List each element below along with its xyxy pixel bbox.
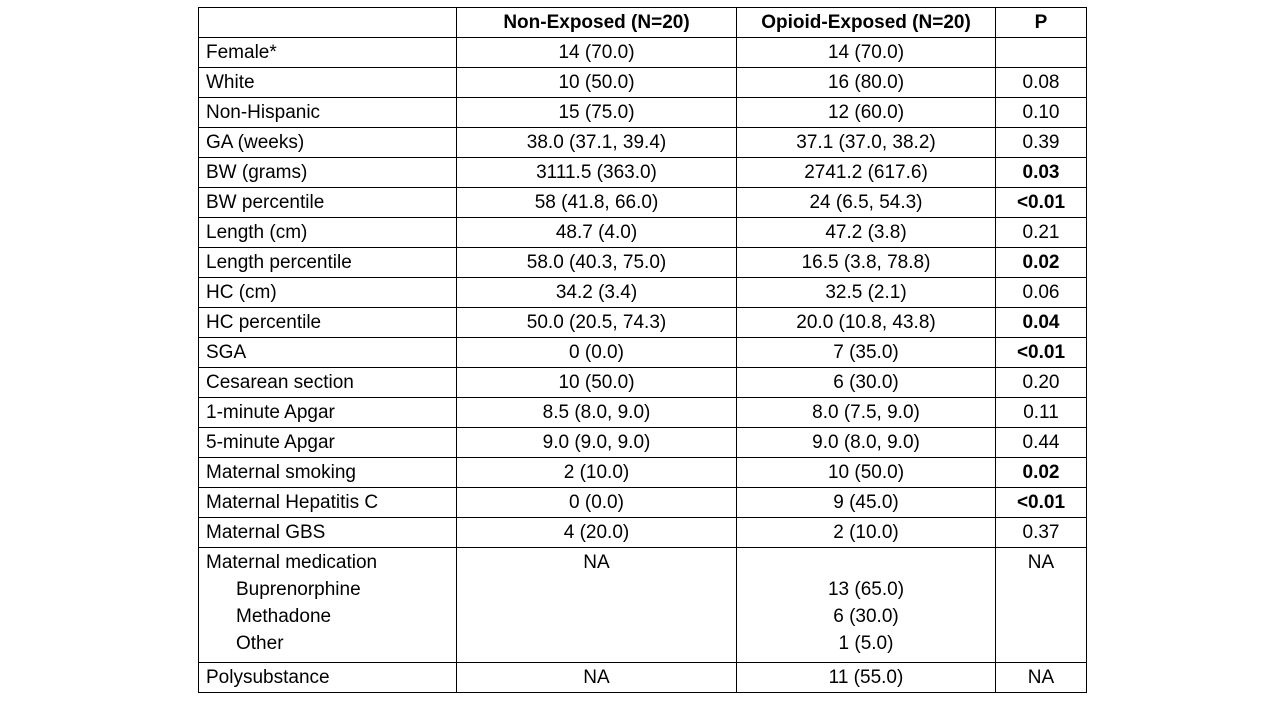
non-exposed-cell: NA (457, 548, 737, 663)
header-p-value: P (996, 8, 1087, 38)
opioid-exposed-cell: 32.5 (2.1) (737, 278, 996, 308)
row-label: Female* (199, 38, 457, 68)
p-value-cell: 0.20 (996, 368, 1087, 398)
row-label: BW percentile (199, 188, 457, 218)
p-value-cell: 0.04 (996, 308, 1087, 338)
row-label: Non-Hispanic (199, 98, 457, 128)
row-label: 1-minute Apgar (199, 398, 457, 428)
row-label: Maternal smoking (199, 458, 457, 488)
table-body (199, 38, 1087, 693)
p-value-cell: 0.39 (996, 128, 1087, 158)
opioid-exposed-cell: 10 (50.0) (737, 458, 996, 488)
row-label: Polysubstance (199, 663, 457, 693)
opioid-exposed-cell: 6 (30.0) (737, 368, 996, 398)
table-row (199, 38, 1087, 68)
table-row (199, 218, 1087, 248)
table-row (199, 368, 1087, 398)
opioid-exposed-cell: 47.2 (3.8) (737, 218, 996, 248)
sub-label-methadone: Methadone (236, 606, 332, 627)
non-exposed-cell: 4 (20.0) (457, 518, 737, 548)
row-label: Maternal GBS (199, 518, 457, 548)
opioid-exposed-cell: 16 (80.0) (737, 68, 996, 98)
opioid-exposed-cell: 20.0 (10.8, 43.8) (737, 308, 996, 338)
p-value-cell: <0.01 (996, 338, 1087, 368)
opioid-exposed-cell: 9.0 (8.0, 9.0) (737, 428, 996, 458)
sub-label-other: Other (236, 633, 284, 654)
opioid-exposed-cell (737, 548, 996, 663)
p-value-cell: 0.21 (996, 218, 1087, 248)
table-row (199, 308, 1087, 338)
table-row (199, 98, 1087, 128)
characteristics-table (198, 7, 1087, 693)
table-row (199, 428, 1087, 458)
p-value-cell: 0.02 (996, 248, 1087, 278)
opioid-exposed-cell: 2 (10.0) (737, 518, 996, 548)
non-exposed-cell: 9.0 (9.0, 9.0) (457, 428, 737, 458)
non-exposed-cell: 2 (10.0) (457, 458, 737, 488)
row-label: White (199, 68, 457, 98)
sub-label-buprenorphine: Buprenorphine (236, 579, 361, 600)
row-label: Maternal Hepatitis C (199, 488, 457, 518)
sub-value-buprenorphine: 13 (65.0) (827, 579, 905, 600)
row-label: HC percentile (199, 308, 457, 338)
table-row-polysubstance (199, 663, 1087, 693)
opioid-exposed-cell: 16.5 (3.8, 78.8) (737, 248, 996, 278)
opioid-exposed-cell: 7 (35.0) (737, 338, 996, 368)
p-value-cell: NA (996, 548, 1087, 663)
non-exposed-cell: 58 (41.8, 66.0) (457, 188, 737, 218)
table-row (199, 278, 1087, 308)
non-exposed-cell: 48.7 (4.0) (457, 218, 737, 248)
opioid-exposed-cell: 8.0 (7.5, 9.0) (737, 398, 996, 428)
p-value-cell: 0.02 (996, 458, 1087, 488)
non-exposed-cell: 58.0 (40.3, 75.0) (457, 248, 737, 278)
header-opioid-exposed: Opioid-Exposed (N=20) (737, 8, 996, 38)
p-value-cell: 0.11 (996, 398, 1087, 428)
header-label (199, 8, 457, 38)
row-label (199, 548, 457, 663)
row-label: BW (grams) (199, 158, 457, 188)
table-row (199, 68, 1087, 98)
table-row (199, 188, 1087, 218)
medication-label: Maternal medication (206, 552, 378, 573)
opioid-exposed-cell: 2741.2 (617.6) (737, 158, 996, 188)
non-exposed-cell: 15 (75.0) (457, 98, 737, 128)
p-value-cell: 0.37 (996, 518, 1087, 548)
non-exposed-cell: NA (457, 663, 737, 693)
non-exposed-cell: 3111.5 (363.0) (457, 158, 737, 188)
row-label: SGA (199, 338, 457, 368)
non-exposed-cell: 10 (50.0) (457, 68, 737, 98)
row-label: 5-minute Apgar (199, 428, 457, 458)
non-exposed-cell: 10 (50.0) (457, 368, 737, 398)
sub-value-other: 1 (5.0) (838, 633, 894, 654)
row-label: Cesarean section (199, 368, 457, 398)
p-value-cell: <0.01 (996, 488, 1087, 518)
p-value-cell: 0.10 (996, 98, 1087, 128)
opioid-exposed-cell: 9 (45.0) (737, 488, 996, 518)
opioid-exposed-cell: 11 (55.0) (737, 663, 996, 693)
row-label: HC (cm) (199, 278, 457, 308)
table-row (199, 458, 1087, 488)
p-value-cell: NA (996, 663, 1087, 693)
non-exposed-cell: 8.5 (8.0, 9.0) (457, 398, 737, 428)
opioid-exposed-cell: 12 (60.0) (737, 98, 996, 128)
p-value-cell: 0.08 (996, 68, 1087, 98)
table-row (199, 488, 1087, 518)
non-exposed-cell: 14 (70.0) (457, 38, 737, 68)
opioid-exposed-cell: 37.1 (37.0, 38.2) (737, 128, 996, 158)
p-value-cell (996, 38, 1087, 68)
table-row (199, 248, 1087, 278)
non-exposed-cell: 0 (0.0) (457, 338, 737, 368)
table-row (199, 158, 1087, 188)
table-row (199, 518, 1087, 548)
header-row (199, 8, 1087, 38)
spacer (744, 551, 988, 574)
p-value-cell: 0.44 (996, 428, 1087, 458)
header-non-exposed: Non-Exposed (N=20) (457, 8, 737, 38)
table-row (199, 398, 1087, 428)
row-label: Length percentile (199, 248, 457, 278)
non-exposed-cell: 34.2 (3.4) (457, 278, 737, 308)
characteristics-table-container (198, 7, 1087, 693)
p-value-cell: 0.03 (996, 158, 1087, 188)
table-row (199, 128, 1087, 158)
row-label: Length (cm) (199, 218, 457, 248)
non-exposed-cell: 50.0 (20.5, 74.3) (457, 308, 737, 338)
row-label: GA (weeks) (199, 128, 457, 158)
opioid-exposed-cell: 14 (70.0) (737, 38, 996, 68)
table-row (199, 338, 1087, 368)
opioid-exposed-cell: 24 (6.5, 54.3) (737, 188, 996, 218)
non-exposed-cell: 0 (0.0) (457, 488, 737, 518)
table-row-maternal-medication (199, 548, 1087, 663)
sub-value-methadone: 6 (30.0) (833, 606, 899, 627)
p-value-cell: 0.06 (996, 278, 1087, 308)
non-exposed-cell: 38.0 (37.1, 39.4) (457, 128, 737, 158)
p-value-cell: <0.01 (996, 188, 1087, 218)
